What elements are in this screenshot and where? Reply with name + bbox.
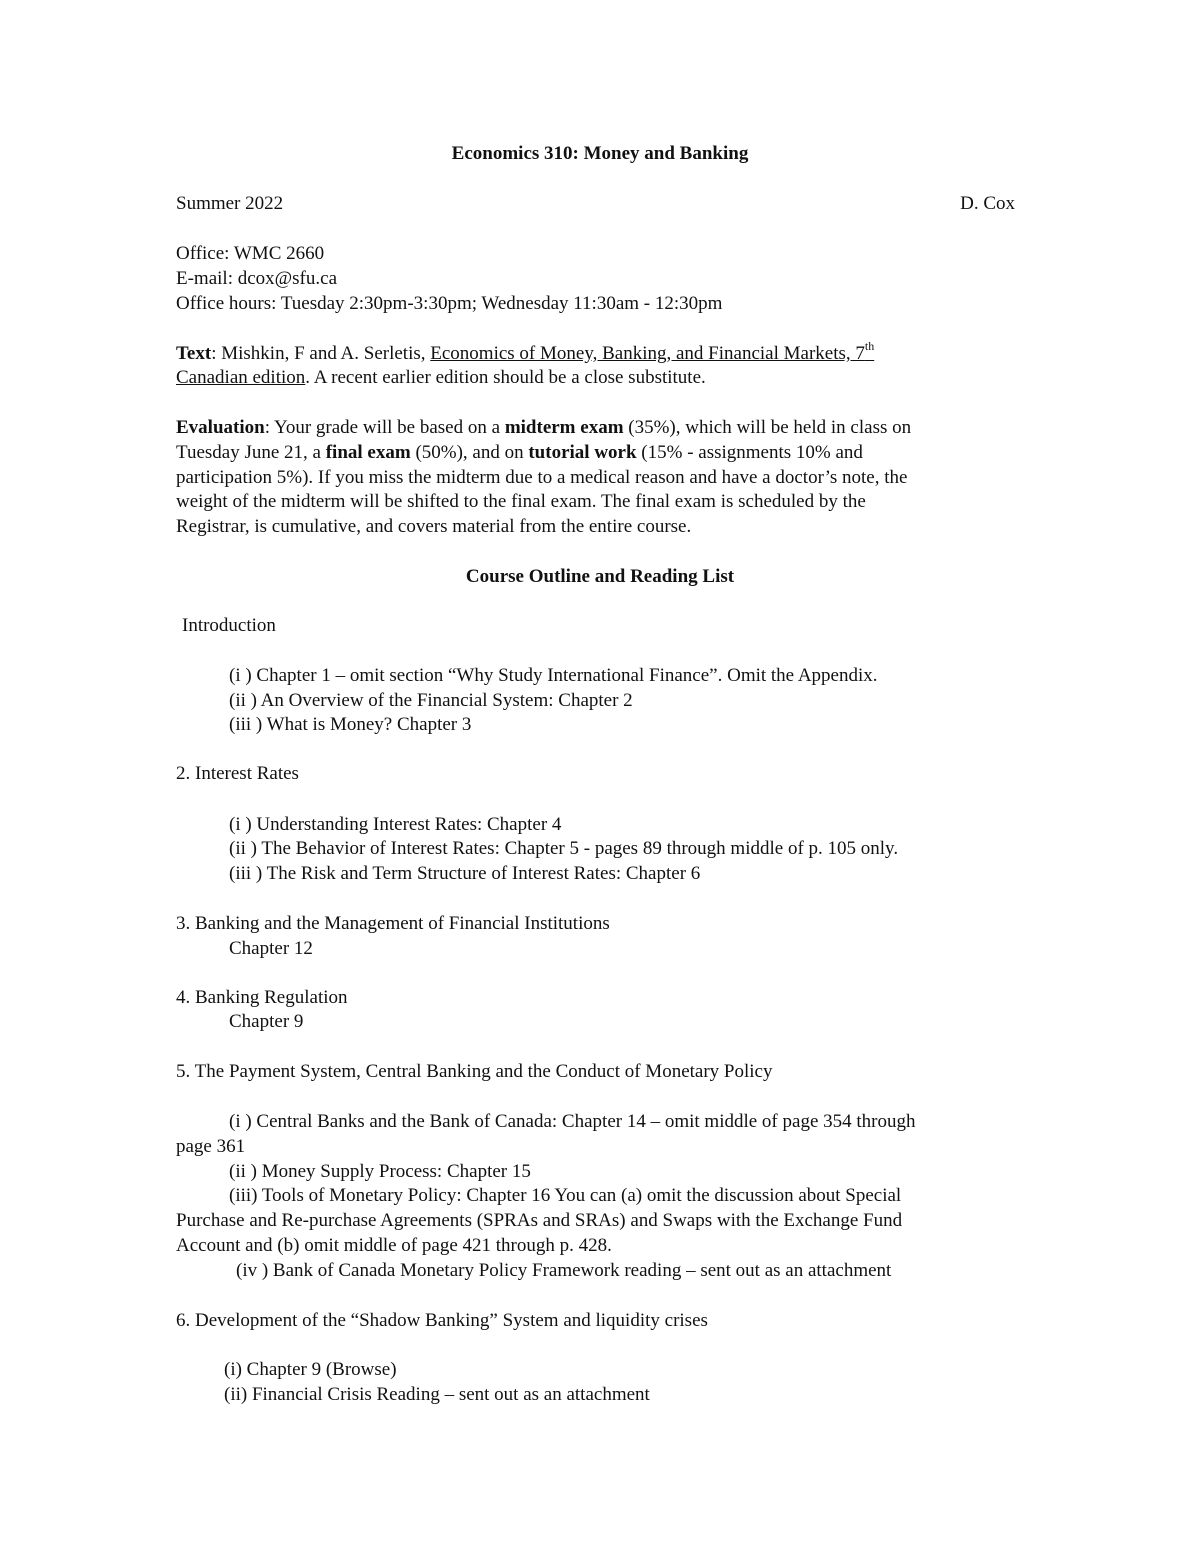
evaluation-line-2: Tuesday June 21, a final exam (50%), and on tutorial work (15% - assignments 10% and [176, 442, 863, 463]
section-6-title: 6. Development of the “Shadow Banking” System and liquidity crises [176, 1310, 708, 1331]
tutorial-work-term: tutorial work [528, 442, 637, 463]
section-5-item-iii: (iii) Tools of Monetary Policy: Chapter 16 You can (a) omit the discussion about Special [229, 1185, 902, 1206]
text-line-2 [176, 366, 706, 391]
office-hours: Office hours: Tuesday 2:30pm-3:30pm; Wednesday 11:30am - 12:30pm [176, 293, 723, 314]
section-5-item-iii-cont-2: Account and (b) omit middle of page 421 through p. 428. [176, 1235, 612, 1256]
section-5-item-i: (i ) Central Banks and the Bank of Canada: Chapter 14 – omit middle of page 354 through [229, 1111, 916, 1132]
section-2-item-i: (i ) Understanding Interest Rates: Chapter 4 [229, 814, 562, 835]
text-line-1 [176, 338, 875, 367]
office-location: Office: WMC 2660 [176, 243, 325, 264]
section-1-item-ii: (ii ) An Overview of the Financial System: Chapter 2 [229, 690, 633, 711]
outline-heading: Course Outline and Reading List [465, 566, 735, 587]
section-2-title: 2. Interest Rates [176, 763, 299, 784]
section-1-item-iii: (iii ) What is Money? Chapter 3 [229, 714, 472, 735]
book-edition: Canadian edition [176, 367, 306, 388]
evaluation-label: Evaluation [176, 417, 265, 438]
section-5-item-iii-cont-1: Purchase and Re-purchase Agreements (SPRAs and SRAs) and Swaps with the Exchange Fund [176, 1210, 903, 1231]
edition-superscript: th [864, 338, 875, 353]
midterm-exam-term: midterm exam [504, 417, 624, 438]
evaluation-line-3: participation 5%). If you miss the midterm due to a medical reason and have a doctor’s note, the [176, 467, 908, 488]
section-5-item-i-cont: page 361 [176, 1136, 246, 1157]
evaluation-line-4: weight of the midterm will be shifted to the final exam. The final exam is scheduled by the [176, 491, 866, 512]
section-3-title: 3. Banking and the Management of Financial Institutions [176, 913, 610, 934]
section-2-item-iii: (iii ) The Risk and Term Structure of Interest Rates: Chapter 6 [229, 863, 701, 884]
section-6-item-i: (i) Chapter 9 (Browse) [224, 1359, 397, 1380]
evaluation-line-1: Evaluation: Your grade will be based on a midterm exam (35%), which will be held in class on [176, 417, 912, 438]
instructor-name: D. Cox [960, 193, 1015, 214]
section-6-item-ii: (ii) Financial Crisis Reading – sent out as an attachment [224, 1384, 650, 1405]
section-1-title: Introduction [182, 615, 276, 636]
email-address: E-mail: dcox@sfu.ca [176, 268, 337, 289]
section-2-item-ii: (ii ) The Behavior of Interest Rates: Chapter 5 - pages 89 through middle of p. 105 only. [229, 838, 899, 859]
text-note: . A recent earlier edition should be a close substitute. [305, 367, 706, 388]
course-title: Economics 310: Money and Banking [451, 143, 749, 164]
section-1-item-i: (i ) Chapter 1 – omit section “Why Study International Finance”. Omit the Appendix. [229, 665, 878, 686]
text-authors: : Mishkin, F and A. Serletis, [211, 343, 431, 364]
section-5-title: 5. The Payment System, Central Banking and the Conduct of Monetary Policy [176, 1061, 773, 1082]
section-3-chapter: Chapter 12 [229, 938, 313, 959]
evaluation-line-5: Registrar, is cumulative, and covers material from the entire course. [176, 516, 692, 537]
final-exam-term: final exam [325, 442, 411, 463]
text-label: Text [176, 343, 212, 364]
term: Summer 2022 [176, 193, 284, 214]
section-5-item-iv: (iv ) Bank of Canada Monetary Policy Framework reading – sent out as an attachment [236, 1260, 892, 1281]
section-4-title: 4. Banking Regulation [176, 987, 348, 1008]
book-title: Economics of Money, Banking, and Financial Markets, 7th [430, 338, 875, 364]
section-4-chapter: Chapter 9 [229, 1011, 304, 1032]
section-5-item-ii: (ii ) Money Supply Process: Chapter 15 [229, 1161, 531, 1182]
